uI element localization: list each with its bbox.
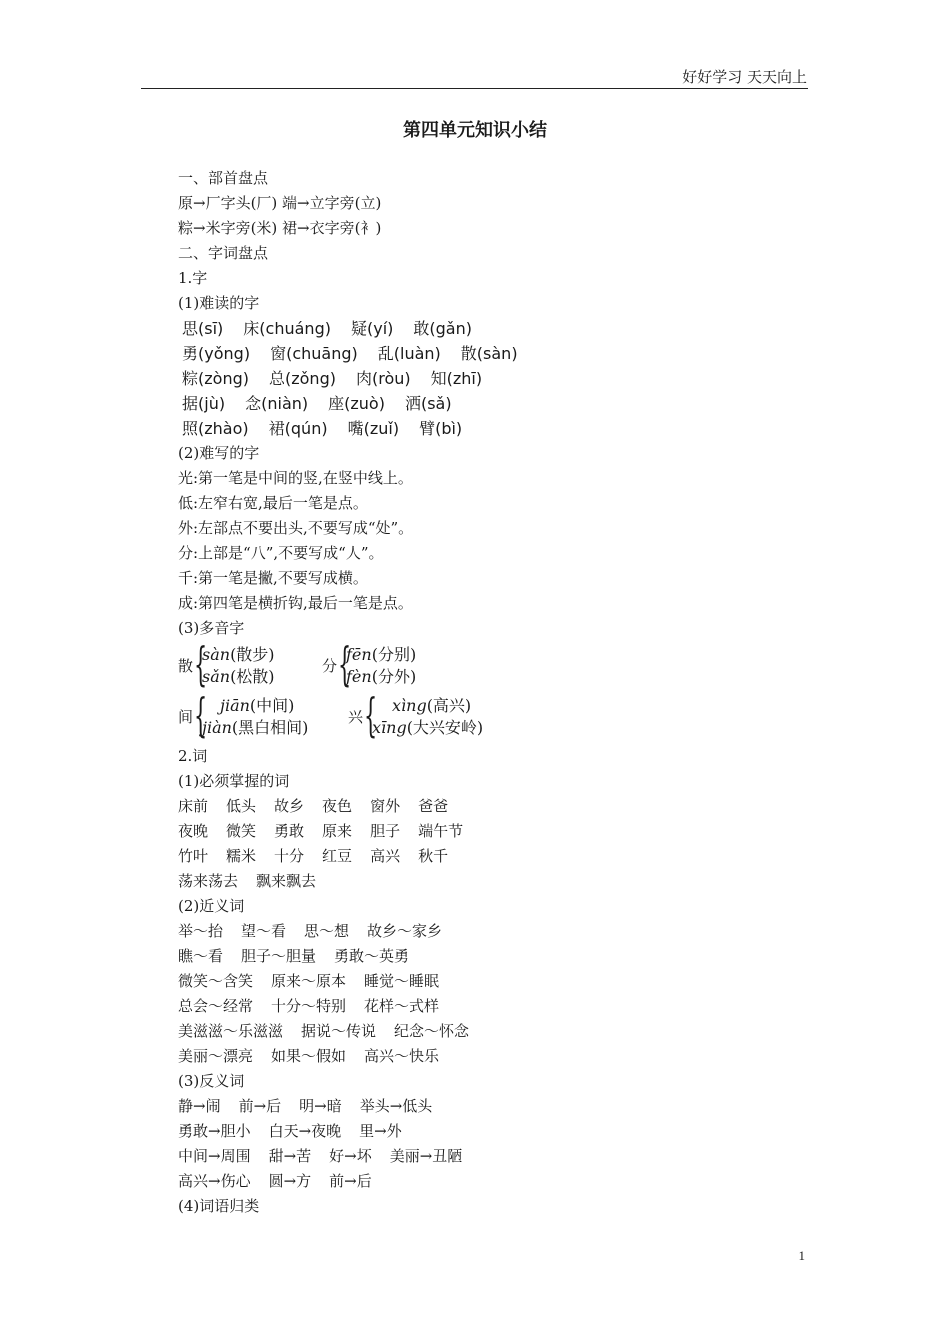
synonym-row [178, 994, 798, 1019]
synonym-row [178, 919, 798, 944]
word-item: 低头 [226, 797, 257, 815]
antonym-row [178, 1144, 798, 1169]
word-item: 故乡 [274, 797, 305, 815]
character: 照 [182, 419, 199, 438]
pinyin-entry [431, 366, 482, 391]
antonym-list [178, 1094, 798, 1194]
header-motto: 好好学习 天天向上 [682, 68, 807, 86]
category-label: (1)必须掌握的词 [178, 772, 290, 790]
writing-tip: 光:第一笔是中间的竖,在竖中线上。 [178, 469, 413, 487]
word-item: 举头→低头 [359, 1097, 433, 1115]
word-item: 举～抬 [178, 922, 224, 940]
character: 知 [430, 369, 447, 388]
writing-tip: 分:上部是“八”,不要写成“人”。 [178, 544, 384, 562]
word-item: 勇敢～英勇 [334, 947, 410, 965]
pinyin-entry [243, 316, 331, 341]
word-item: 红豆 [322, 847, 353, 865]
pinyin-entry [351, 316, 393, 341]
synonym-row [178, 1044, 798, 1069]
header-divider [141, 88, 808, 89]
pinyin: (jù) [198, 394, 226, 413]
pinyin-entry [270, 341, 358, 366]
page-number: 1 [798, 1248, 805, 1263]
category-label: (3)反义词 [178, 1072, 245, 1090]
word-item: 好→坏 [329, 1147, 372, 1165]
word-item: 微笑～含笑 [178, 972, 254, 990]
word-item: 飘来飘去 [256, 872, 317, 890]
pinyin-row [178, 391, 798, 416]
word-item: 微笑 [226, 822, 257, 840]
pinyin-entry [461, 341, 518, 366]
word-item: 床前 [178, 797, 209, 815]
word-item: 勇敢→胆小 [178, 1122, 251, 1140]
category-label: (2)难写的字 [178, 444, 260, 462]
pinyin-entry [182, 391, 225, 416]
character: 窗 [270, 344, 287, 363]
word-item: 美丽～漂亮 [178, 1047, 254, 1065]
pinyin: (qún) [284, 419, 328, 438]
word-item: 瞧～看 [178, 947, 224, 965]
pinyin-row [178, 341, 798, 366]
word-item: 如果～假如 [271, 1047, 347, 1065]
word-item: 静→闹 [178, 1097, 221, 1115]
word-item: 故乡～家乡 [367, 922, 443, 940]
word-item: 夜晚 [178, 822, 209, 840]
pinyin: (gǎn) [429, 319, 472, 338]
pinyin-entry [182, 366, 249, 391]
character: 床 [243, 319, 260, 338]
word-item: 前→后 [238, 1097, 282, 1115]
hard-write-list [178, 466, 798, 616]
pinyin: (ròu) [371, 369, 411, 388]
polyphone-char: 间 [178, 708, 194, 726]
antonym-row [178, 1119, 798, 1144]
pinyin: (yí) [366, 319, 394, 338]
word-item: 原来 [322, 822, 353, 840]
polyphone-char: 兴 [348, 708, 364, 726]
word-item: 胆子～胆量 [241, 947, 317, 965]
brace-symbol: { [338, 637, 352, 691]
pinyin: (zhī) [446, 369, 483, 388]
word-item: 十分～特别 [271, 997, 347, 1015]
pinyin: (bì) [435, 419, 463, 438]
word-item: 圆→方 [268, 1172, 312, 1190]
hard-read-list [178, 316, 798, 441]
pinyin-entry [419, 416, 462, 441]
character: 洒 [404, 394, 421, 413]
category-label: (4)词语归类 [178, 1197, 260, 1215]
section-heading: 一、部首盘点 [178, 169, 269, 187]
character: 肉 [355, 369, 372, 388]
pinyin-entry [348, 416, 399, 441]
word-item: 高兴 [370, 847, 401, 865]
pinyin: (zhào) [198, 419, 249, 438]
reading-option: xīng(大兴安岭) [372, 718, 484, 737]
pinyin-entry [405, 391, 452, 416]
pinyin: (chuāng) [286, 344, 358, 363]
pinyin-entry [182, 416, 249, 441]
writing-tip: 外:左部点不要出头,不要写成“处”。 [178, 519, 414, 537]
character: 总 [268, 369, 285, 388]
subsection-heading: 1.字 [178, 269, 208, 287]
pinyin: (luàn) [393, 344, 441, 363]
character: 裙 [268, 419, 285, 438]
word-item: 里→外 [359, 1122, 402, 1140]
pinyin: (sǎ) [420, 394, 452, 413]
page-title: 第四单元知识小结 [403, 120, 547, 141]
character: 粽 [182, 369, 199, 388]
radical-line: 粽→米字旁(米) 裙→衣字旁(衤) [178, 219, 382, 237]
radical-line: 原→厂字头(厂) 端→立字旁(立) [178, 194, 382, 212]
category-label: (3)多音字 [178, 619, 245, 637]
reading-option: sàn(散步) [202, 645, 275, 664]
character: 念 [245, 394, 262, 413]
character: 乱 [377, 344, 394, 363]
word-item: 睡觉～睡眠 [364, 972, 440, 990]
polyphone-char: 分 [322, 657, 338, 675]
category-label: (2)近义词 [178, 897, 245, 915]
pinyin: (sī) [198, 319, 224, 338]
character: 思 [182, 319, 199, 338]
word-item: 夜色 [322, 797, 353, 815]
character: 座 [328, 394, 345, 413]
pinyin: (zòng) [198, 369, 249, 388]
character: 散 [460, 344, 477, 363]
pinyin-entry [245, 391, 308, 416]
section-heading: 二、字词盘点 [178, 244, 269, 262]
synonym-row [178, 969, 798, 994]
pinyin-row [178, 416, 798, 441]
word-item: 思～想 [304, 922, 350, 940]
word-item: 端午节 [418, 822, 464, 840]
pinyin-row [178, 366, 798, 391]
word-item: 爸爸 [418, 797, 449, 815]
writing-tip: 千:第一笔是撇,不要写成横。 [178, 569, 368, 587]
word-item: 白天→夜晚 [268, 1122, 342, 1140]
brace-symbol: { [194, 637, 208, 691]
document-body [178, 166, 798, 1219]
character: 疑 [350, 319, 367, 338]
word-row [178, 794, 798, 819]
word-item: 窗外 [370, 797, 401, 815]
word-row [178, 869, 798, 894]
reading-option: fèn(分外) [346, 667, 417, 686]
pinyin: (niàn) [261, 394, 309, 413]
word-item: 纪念～怀念 [394, 1022, 470, 1040]
word-item: 竹叶 [178, 847, 209, 865]
pinyin-entry [356, 366, 411, 391]
pinyin-entry [269, 366, 336, 391]
reading-option: fēn(分别) [346, 645, 417, 664]
word-item: 十分 [274, 847, 305, 865]
character: 臂 [419, 419, 436, 438]
must-know-words [178, 794, 798, 894]
pinyin-entry [378, 341, 441, 366]
reading-option: xìng(高兴) [392, 696, 472, 715]
word-row [178, 844, 798, 869]
reading-option: jiàn(黑白相间) [202, 718, 309, 737]
synonym-list [178, 919, 798, 1069]
antonym-row [178, 1094, 798, 1119]
pinyin: (yǒng) [198, 344, 251, 363]
word-item: 前→后 [329, 1172, 372, 1190]
pinyin: (zuò) [344, 394, 385, 413]
character: 嘴 [347, 419, 364, 438]
word-item: 勇敢 [274, 822, 305, 840]
synonym-row [178, 1019, 798, 1044]
reading-option: sǎn(松散) [202, 667, 275, 686]
word-item: 花样～式样 [364, 997, 440, 1015]
word-row [178, 819, 798, 844]
writing-tip: 低:左窄右宽,最后一笔是点。 [178, 494, 368, 512]
character: 勇 [182, 344, 199, 363]
word-item: 荡来荡去 [178, 872, 239, 890]
pinyin-entry [328, 391, 385, 416]
word-item: 糯米 [226, 847, 257, 865]
antonym-row [178, 1169, 798, 1194]
pinyin-row [178, 316, 798, 341]
word-item: 望～看 [241, 922, 287, 940]
pinyin: (sàn) [476, 344, 518, 363]
polyphone-char: 散 [178, 657, 194, 675]
pinyin-entry [182, 341, 250, 366]
character: 敢 [413, 319, 430, 338]
word-item: 胆子 [370, 822, 401, 840]
pinyin: (chuáng) [259, 319, 331, 338]
word-item: 高兴→伤心 [178, 1172, 251, 1190]
word-item: 秋千 [418, 847, 449, 865]
synonym-row [178, 944, 798, 969]
word-item: 中间→周围 [178, 1147, 251, 1165]
pinyin-entry [269, 416, 328, 441]
word-item: 甜→苦 [268, 1147, 312, 1165]
word-item: 高兴～快乐 [364, 1047, 440, 1065]
brace-symbol: { [194, 688, 208, 742]
pinyin-entry [182, 316, 223, 341]
subsection-heading: 2.词 [178, 747, 208, 765]
word-item: 美滋滋～乐滋滋 [178, 1022, 284, 1040]
polyphone-row [178, 688, 798, 743]
word-item: 据说～传说 [301, 1022, 377, 1040]
word-item: 总会～经常 [178, 997, 254, 1015]
writing-tip: 成:第四笔是横折钩,最后一笔是点。 [178, 594, 413, 612]
pinyin: (zuǐ) [363, 419, 400, 438]
polyphone-row [178, 637, 798, 692]
brace-symbol: { [364, 688, 378, 742]
character: 据 [182, 394, 199, 413]
pinyin: (zǒng) [285, 369, 336, 388]
word-item: 原来～原本 [271, 972, 347, 990]
pinyin-entry [413, 316, 472, 341]
reading-option: jiān(中间) [220, 696, 295, 715]
category-label: (1)难读的字 [178, 294, 260, 312]
word-item: 明→暗 [299, 1097, 342, 1115]
word-item: 美丽→丑陋 [389, 1147, 463, 1165]
